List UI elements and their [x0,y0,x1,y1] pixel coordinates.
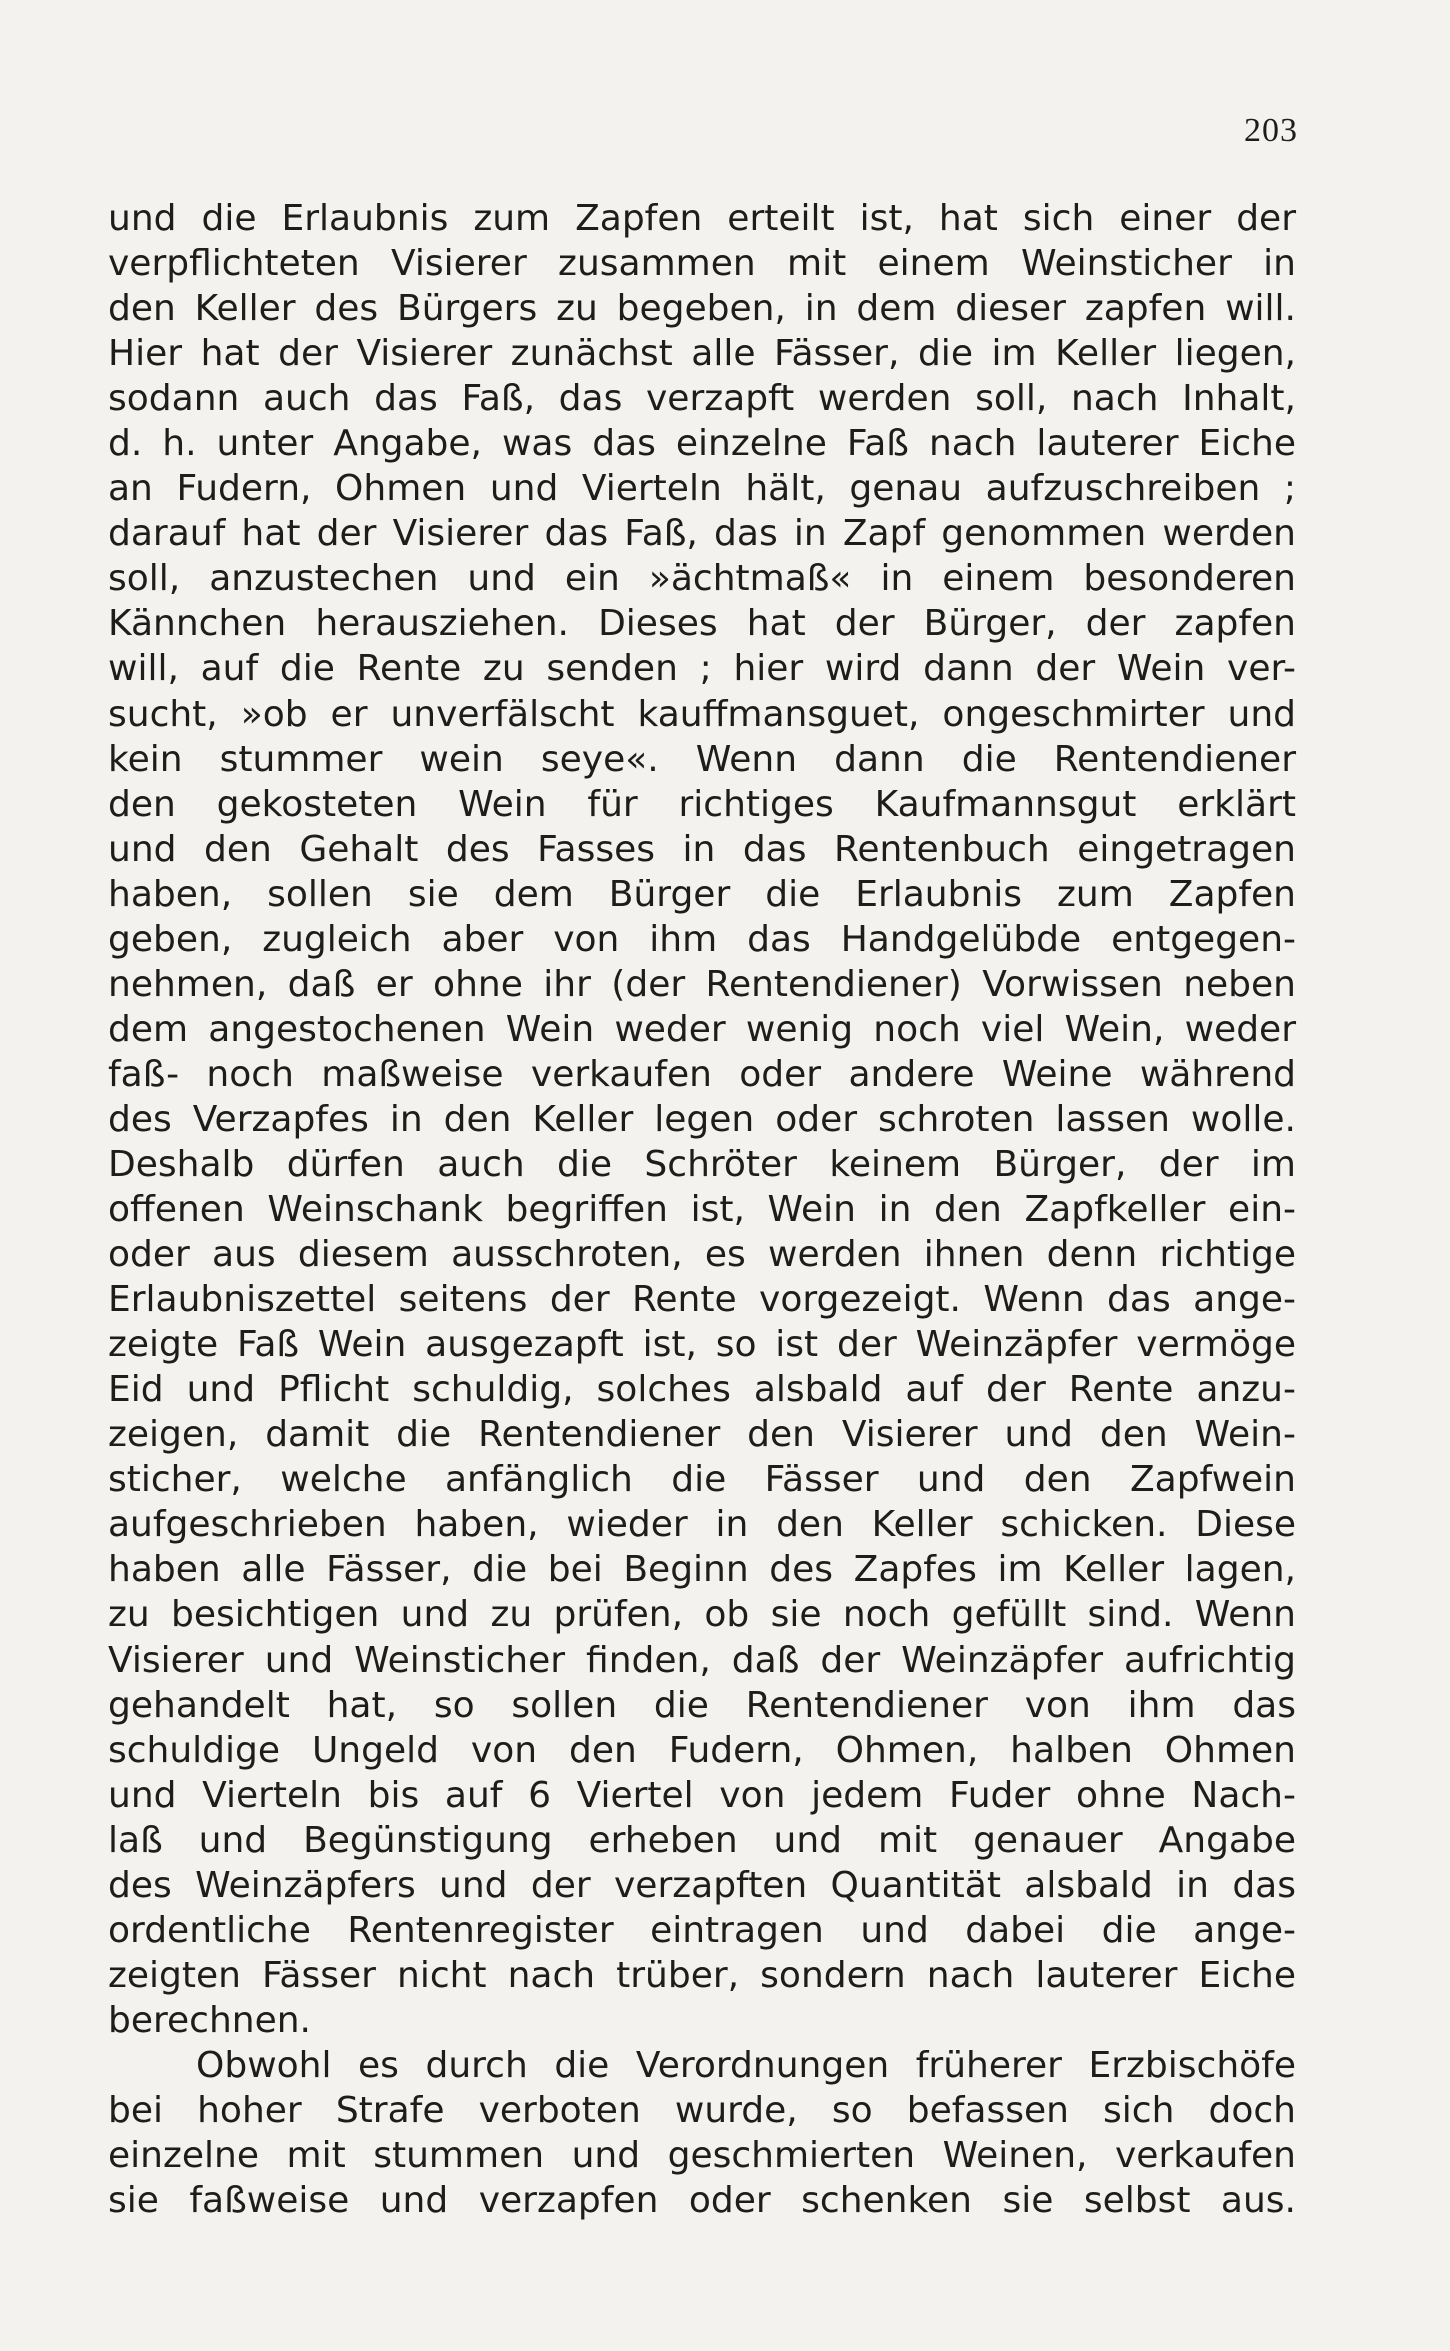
text-line: ordentliche Rentenregister eintragen und dabei die ange- [108,1909,1296,1951]
text-line: oder aus diesem ausschroten, es werden ihnen denn richtige [108,1234,1296,1276]
paragraph [108,2043,1296,2223]
text-line: sie faßweise und verzapfen oder schenken sie selbst aus. [108,2180,1296,2222]
text-line: haben, sollen sie dem Bürger die Erlaubnis zum Zapfen [108,873,1296,915]
text-line: d. h. unter Angabe, was das einzelne Faß nach lauterer Eiche [108,423,1296,465]
text-line: an Fudern, Ohmen und Vierteln hält, genau aufzuschreiben ; [108,468,1296,510]
page-number: 203 [1244,112,1298,149]
text-line: sodann auch das Faß, das verzapft werden soll, nach Inhalt, [108,378,1296,420]
text-line: schuldige Ungeld von den Fudern, Ohmen, halben Ohmen [108,1729,1296,1771]
text-line: sucht, »ob er unverfälscht kauffmansguet, ongeschmirter und [108,693,1296,735]
paragraph [108,196,1296,2043]
text-line: Eid und Pflicht schuldig, solches alsbald auf der Rente anzu- [108,1369,1296,1411]
text-line: einzelne mit stummen und geschmierten Weinen, verkaufen [108,2135,1296,2177]
text-line: nehmen, daß er ohne ihr (der Rentendiener) Vorwissen neben [108,963,1296,1005]
text-line: berechnen. [108,1999,311,2041]
text-line: darauf hat der Visierer das Faß, das in Zapf genommen werden [108,513,1296,555]
text-line: aufgeschrieben haben, wieder in den Keller schicken. Diese [108,1504,1296,1546]
text-line: Deshalb dürfen auch die Schröter keinem Bürger, der im [108,1143,1296,1185]
text-line: Obwohl es durch die Verordnungen früherer Erzbischöfe [196,2044,1296,2086]
text-line: und den Gehalt des Fasses in das Rentenbuch eingetragen [108,828,1296,870]
text-line: Visierer und Weinsticher finden, daß der Weinzäpfer aufrichtig [108,1639,1296,1681]
text-line: haben alle Fässer, die bei Beginn des Zapfes im Keller lagen, [108,1549,1296,1591]
text-line: und Vierteln bis auf 6 Viertel von jedem Fuder ohne Nach- [108,1774,1296,1816]
text-line: Hier hat der Visierer zunächst alle Fässer, die im Keller liegen, [108,333,1296,375]
text-line: des Weinzäpfers und der verzapften Quantität alsbald in das [108,1864,1296,1906]
text-line: zeigen, damit die Rentendiener den Visierer und den Wein- [108,1414,1296,1456]
text-line: bei hoher Strafe verboten wurde, so befassen sich doch [108,2089,1296,2131]
text-line: zu besichtigen und zu prüfen, ob sie noch gefüllt sind. Wenn [108,1594,1296,1636]
text-line: den Keller des Bürgers zu begeben, in dem dieser zapfen will. [108,288,1296,330]
text-line: zeigte Faß Wein ausgezapft ist, so ist der Weinzäpfer vermöge [108,1324,1296,1366]
text-line: faß- noch maßweise verkaufen oder andere Weine während [108,1053,1296,1095]
text-line: den gekosteten Wein für richtiges Kaufmannsgut erklärt [108,783,1296,825]
body-text [108,196,1296,2223]
text-line: dem angestochenen Wein weder wenig noch viel Wein, weder [108,1008,1296,1050]
text-line: will, auf die Rente zu senden ; hier wird dann der Wein ver- [108,648,1296,690]
text-line: laß und Begünstigung erheben und mit genauer Angabe [108,1819,1296,1861]
text-line: gehandelt hat, so sollen die Rentendiener von ihm das [108,1684,1296,1726]
text-line: offenen Weinschank begriffen ist, Wein in den Zapfkeller ein- [108,1189,1296,1231]
text-line: des Verzapfes in den Keller legen oder schroten lassen wolle. [108,1098,1296,1140]
text-line: Kännchen herausziehen. Dieses hat der Bürger, der zapfen [108,603,1296,645]
text-line: zeigten Fässer nicht nach trüber, sondern nach lauterer Eiche [108,1954,1296,1996]
text-line: sticher, welche anfänglich die Fässer und den Zapfwein [108,1459,1296,1501]
text-line: soll, anzustechen und ein »ächtmaß« in einem besonderen [108,558,1296,600]
text-line: kein stummer wein seye«. Wenn dann die Rentendiener [108,738,1296,780]
text-line: Erlaubniszettel seitens der Rente vorgezeigt. Wenn das ange- [108,1279,1296,1321]
text-line: und die Erlaubnis zum Zapfen erteilt ist, hat sich einer der [108,198,1296,239]
text-line: verpflichteten Visierer zusammen mit einem Weinsticher in [108,243,1296,285]
text-line: geben, zugleich aber von ihm das Handgelübde entgegen- [108,918,1296,960]
